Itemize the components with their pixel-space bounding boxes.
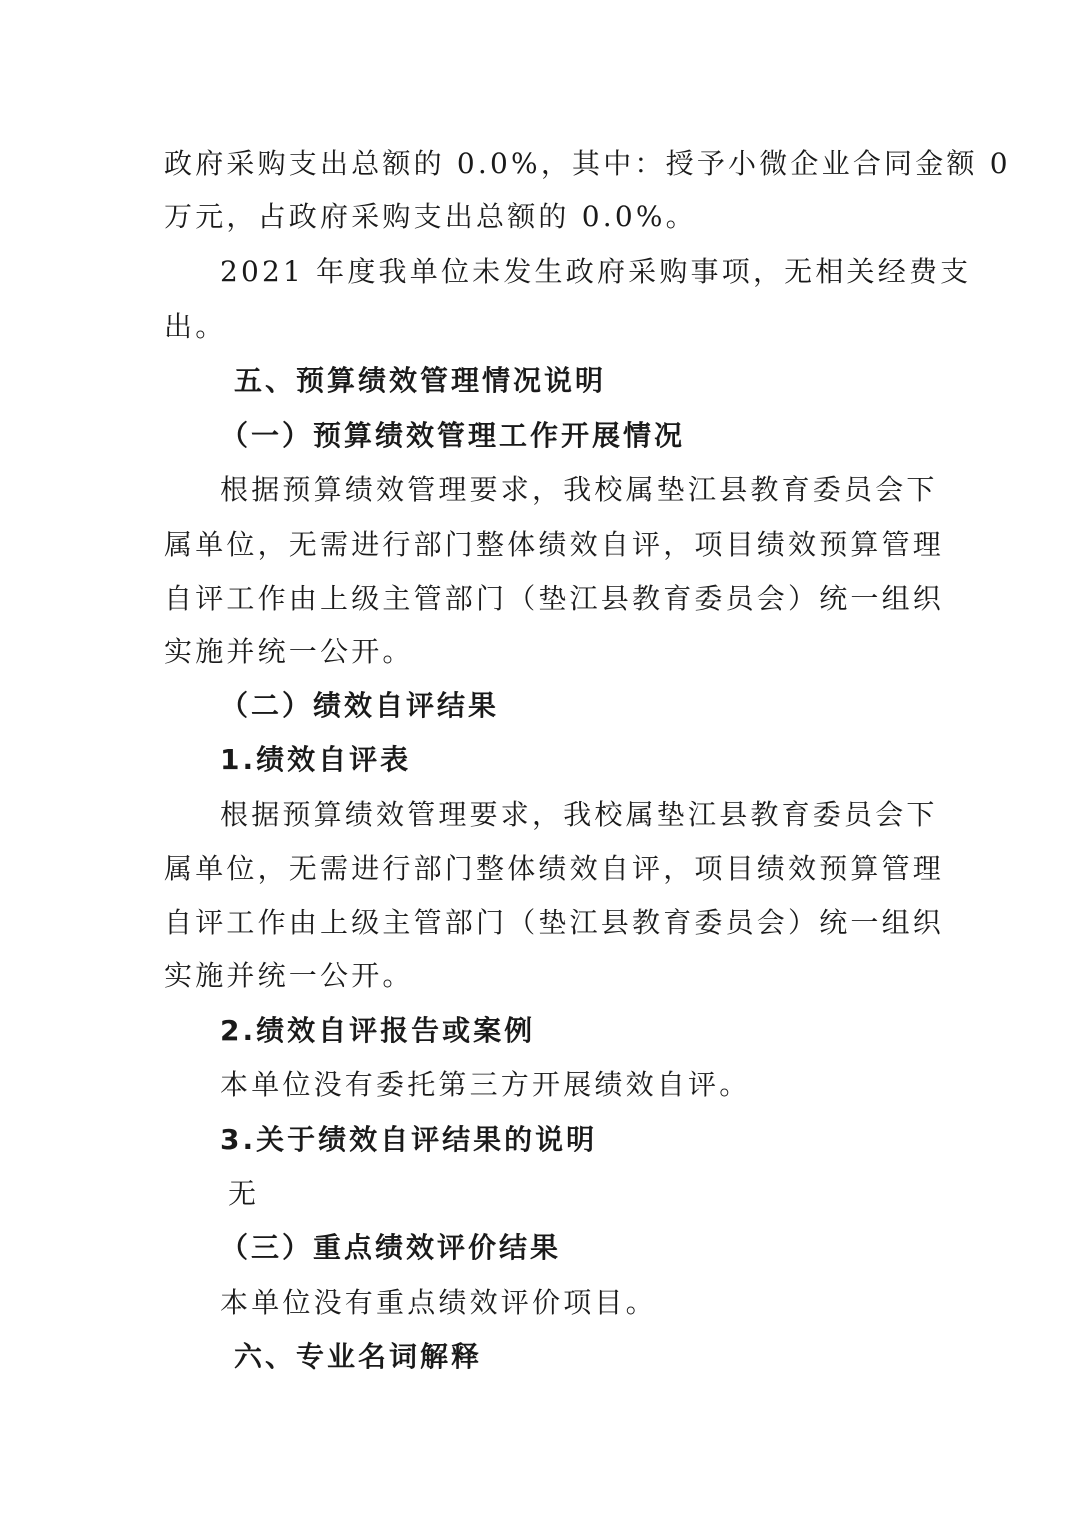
body-text-line: 属单位，无需进行部门整体绩效自评，项目绩效预算管理: [164, 528, 945, 561]
body-text-line: 万元，占政府采购支出总额的 0.0%。: [164, 200, 697, 233]
body-text-line: 根据预算绩效管理要求，我校属垫江县教育委员会下: [220, 798, 938, 831]
subsection-heading: （三）重点绩效评价结果: [220, 1231, 562, 1264]
body-text-line: 2021 年度我单位未发生政府采购事项，无相关经费支: [220, 255, 972, 288]
body-text-line: 政府采购支出总额的 0.0%，其中：授予小微企业合同金额 0: [164, 147, 1011, 180]
body-text-line: 自评工作由上级主管部门（垫江县教育委员会）统一组织: [164, 582, 945, 615]
body-text-line: 实施并统一公开。: [164, 959, 414, 992]
body-text-line: 根据预算绩效管理要求，我校属垫江县教育委员会下: [220, 473, 938, 506]
body-text-line: 出。: [164, 310, 227, 343]
body-text-line: 自评工作由上级主管部门（垫江县教育委员会）统一组织: [164, 906, 945, 939]
body-text-line: 本单位没有委托第三方开展绩效自评。: [220, 1068, 751, 1101]
body-text-line: 实施并统一公开。: [164, 635, 414, 668]
body-text-line: 属单位，无需进行部门整体绩效自评，项目绩效预算管理: [164, 852, 945, 885]
subsection-heading: （二）绩效自评结果: [220, 689, 500, 722]
item-heading: 3.关于绩效自评结果的说明: [220, 1123, 598, 1156]
item-heading: 1.绩效自评表: [220, 743, 412, 776]
section-heading: 六、专业名词解释: [234, 1340, 483, 1373]
item-heading: 2.绩效自评报告或案例: [220, 1014, 536, 1047]
subsection-heading: （一）预算绩效管理工作开展情况: [220, 419, 686, 452]
section-heading: 五、预算绩效管理情况说明: [234, 364, 607, 397]
body-text-line: 本单位没有重点绩效评价项目。: [220, 1286, 657, 1319]
body-text-line: 无: [228, 1177, 260, 1210]
